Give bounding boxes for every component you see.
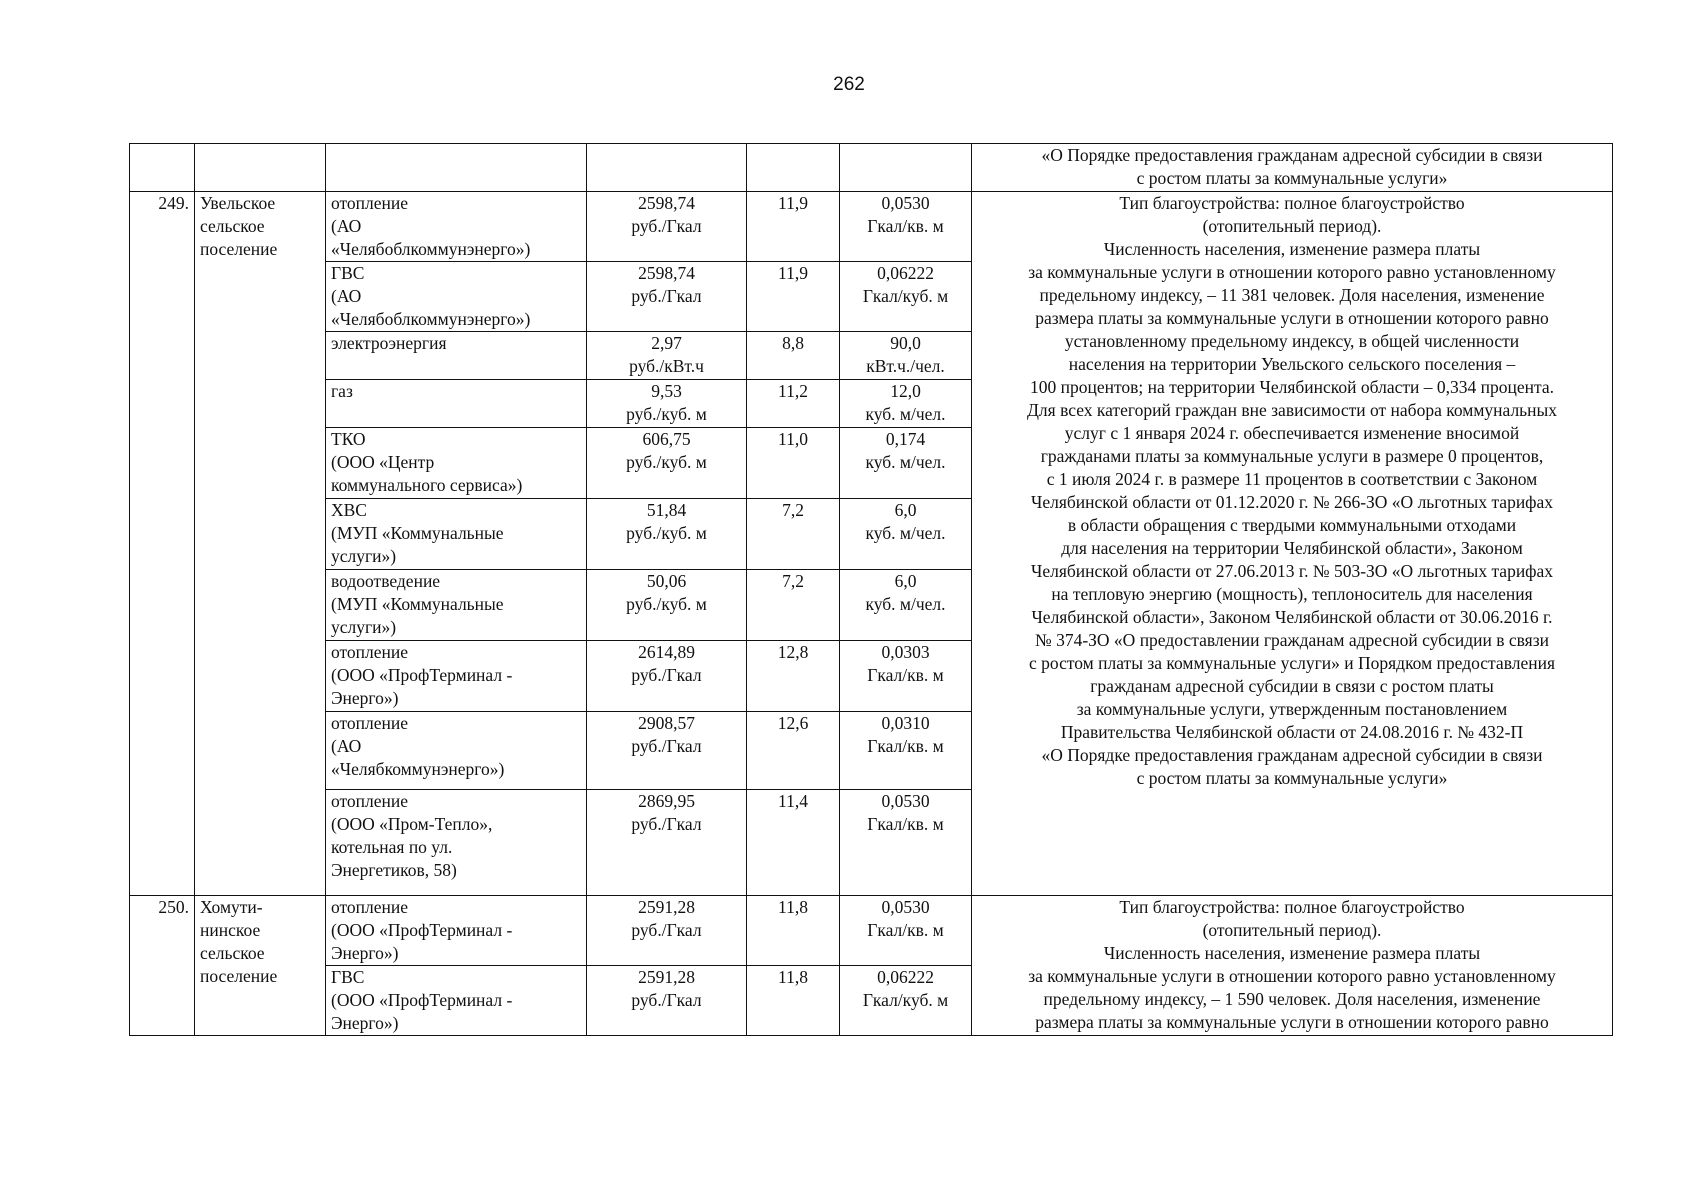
note-line: с ростом платы за коммунальные услуги» — [1136, 768, 1448, 788]
index-cell: 8,8 — [747, 332, 840, 380]
norm-line: 0,0530 — [881, 897, 930, 917]
note-line: гражданам адресной субсидии в связи с ростом платы — [1090, 676, 1494, 696]
norm-line: Гкал/кв. м — [867, 736, 944, 756]
settlement-line: поселение — [200, 966, 278, 986]
tariff-line: руб./куб. м — [626, 404, 707, 424]
service-name-line: отопление — [331, 642, 409, 662]
service-name — [326, 428, 587, 499]
note-line: Челябинской области от 01.12.2020 г. № 266-ЗО «О льготных тарифах — [1030, 492, 1554, 512]
note-line: 100 процентов; на территории Челябинской области – 0,334 процента. — [1029, 377, 1554, 397]
norm-cell — [840, 966, 972, 1036]
norm-cell — [840, 262, 972, 332]
tariff-table — [129, 143, 1613, 1036]
note-line: с 1 июля 2024 г. в размере 11 процентов в соответствии с Законом — [1046, 469, 1538, 489]
service-row — [130, 896, 1613, 966]
service-name-line: «Челябоблкоммунэнерго») — [331, 309, 531, 329]
norm-line: кВт.ч./чел. — [866, 356, 945, 376]
service-name-line: отопление — [331, 897, 409, 917]
note-line: (отопительный период). — [1202, 216, 1382, 236]
norm-line: Гкал/кв. м — [867, 920, 944, 940]
tariff-line: руб./Гкал — [631, 736, 702, 756]
notes-cell — [972, 192, 1613, 896]
cell-empty — [840, 144, 972, 192]
service-name-line: (ООО «ПрофТерминал - — [331, 665, 513, 685]
norm-line: 0,0310 — [881, 713, 930, 733]
norm-line: 12,0 — [890, 381, 921, 401]
note-line: № 374-ЗО «О предоставлении гражданам адресной субсидии в связи — [1035, 630, 1549, 650]
tariff-line: 2908,57 — [638, 713, 695, 733]
index-cell: 12,6 — [747, 712, 840, 790]
service-name — [326, 332, 587, 380]
tariff-cell — [587, 332, 747, 380]
index-cell: 11,4 — [747, 790, 840, 896]
service-name-line: Энерго») — [331, 1013, 399, 1033]
note-line: размера платы за коммунальные услуги в отношении которого равно — [1035, 308, 1549, 328]
tariff-line: руб./куб. м — [626, 523, 707, 543]
tariff-line: 2591,28 — [638, 897, 695, 917]
service-name — [326, 192, 587, 262]
norm-line: 6,0 — [894, 500, 917, 520]
service-name-line: отопление — [331, 791, 409, 811]
tariff-line: 51,84 — [646, 500, 687, 520]
settlement-line: Увельское — [200, 193, 276, 213]
note-line: Челябинской области от 27.06.2013 г. № 503-ЗО «О льготных тарифах — [1030, 561, 1554, 581]
norm-line: 0,0530 — [881, 791, 930, 811]
tariff-cell — [587, 641, 747, 712]
norm-line: 0,0530 — [881, 193, 930, 213]
tariff-line: 2598,74 — [638, 193, 695, 213]
settlement-line: сельское — [200, 943, 265, 963]
norm-line: куб. м/чел. — [865, 523, 946, 543]
index-cell: 7,2 — [747, 499, 840, 570]
cell-empty — [326, 144, 587, 192]
service-name — [326, 966, 587, 1036]
settlement-name — [195, 896, 326, 1036]
service-name — [326, 641, 587, 712]
tariff-line: руб./Гкал — [631, 665, 702, 685]
service-name-line: (АО — [331, 736, 362, 756]
service-name-line: (АО — [331, 286, 362, 306]
norm-line: Гкал/кв. м — [867, 665, 944, 685]
norm-line: 6,0 — [894, 571, 917, 591]
service-name-line: (ООО «ПрофТерминал - — [331, 990, 513, 1010]
note-line: для населения на территории Челябинской области», Законом — [1061, 538, 1523, 558]
note-line: Тип благоустройства: полное благоустройство — [1119, 193, 1465, 213]
settlement-line: поселение — [200, 239, 278, 259]
note-line: Тип благоустройства: полное благоустройство — [1119, 897, 1465, 917]
service-name — [326, 499, 587, 570]
tariff-cell — [587, 570, 747, 641]
settlement-line: нинское — [200, 920, 261, 940]
tariff-line: руб./Гкал — [631, 286, 702, 306]
norm-line: куб. м/чел. — [865, 594, 946, 614]
service-name-line: (ООО «ПрофТерминал - — [331, 920, 513, 940]
note-line: предельному индексу, – 11 381 человек. Доля населения, изменение — [1039, 285, 1545, 305]
norm-cell — [840, 332, 972, 380]
cell-empty — [130, 144, 195, 192]
note-line: «О Порядке предоставления гражданам адресной субсидии в связи — [1041, 745, 1543, 765]
service-name-line: (АО — [331, 216, 362, 236]
index-cell: 7,2 — [747, 570, 840, 641]
norm-cell — [840, 896, 972, 966]
note-line: гражданами платы за коммунальные услуги в размере 0 процентов, — [1040, 446, 1544, 466]
service-name — [326, 712, 587, 790]
norm-cell — [840, 570, 972, 641]
service-name-line: электроэнергия — [331, 333, 447, 353]
tariff-line: 9,53 — [651, 381, 682, 401]
service-name-line: Энерго») — [331, 943, 399, 963]
norm-line: Гкал/куб. м — [862, 990, 949, 1010]
note-line: «О Порядке предоставления гражданам адресной субсидии в связи — [1041, 145, 1543, 165]
tariff-cell — [587, 712, 747, 790]
index-cell: 11,8 — [747, 966, 840, 1036]
note-line: Челябинской области», Законом Челябинской области от 30.06.2016 г. — [1031, 607, 1553, 627]
norm-cell — [840, 380, 972, 428]
cell-empty — [747, 144, 840, 192]
tariff-line: 2,97 — [651, 333, 682, 353]
service-name-line: (ООО «Центр — [331, 452, 435, 472]
note-line: за коммунальные услуги в отношении которого равно установленному — [1028, 262, 1556, 282]
note-line: Для всех категорий граждан вне зависимости от набора коммунальных — [1026, 400, 1558, 420]
note-line: за коммунальные услуги, утвержденным постановлением — [1076, 699, 1508, 719]
service-row — [130, 192, 1613, 262]
tariff-cell — [587, 380, 747, 428]
norm-line: 0,06222 — [877, 263, 934, 283]
tariff-cell — [587, 192, 747, 262]
index-cell: 11,2 — [747, 380, 840, 428]
service-name — [326, 262, 587, 332]
note-line: размера платы за коммунальные услуги в отношении которого равно — [1035, 1012, 1549, 1032]
note-line: Правительства Челябинской области от 24.08.2016 г. № 432-П — [1060, 722, 1524, 742]
settlement-name — [195, 192, 326, 896]
note-line: установленному предельному индексу, в общей численности — [1064, 331, 1520, 351]
service-name-line: ГВС — [331, 263, 365, 283]
tariff-line: 2614,89 — [638, 642, 695, 662]
note-line: с ростом платы за коммунальные услуги» — [1136, 168, 1448, 188]
index-cell: 11,8 — [747, 896, 840, 966]
page-number: 262 — [833, 74, 865, 95]
service-name-line: (МУП «Коммунальные — [331, 523, 504, 543]
note-line: на тепловую энергию (мощность), теплоноситель для населения — [1051, 584, 1533, 604]
entry-number: 250. — [130, 896, 195, 1036]
norm-line: 0,174 — [885, 429, 926, 449]
note-line: предельному индексу, – 1 590 человек. Доля населения, изменение — [1043, 989, 1541, 1009]
table-body — [130, 144, 1613, 1036]
service-name-line: (ООО «Пром-Тепло», — [331, 814, 493, 834]
service-name — [326, 570, 587, 641]
note-line: в области обращения с твердыми коммунальными отходами — [1067, 515, 1517, 535]
norm-line: Гкал/кв. м — [867, 216, 944, 236]
index-cell: 11,9 — [747, 262, 840, 332]
service-name-line: котельная по ул. — [331, 837, 453, 857]
norm-line: куб. м/чел. — [865, 404, 946, 424]
service-name-line: Энерго») — [331, 688, 399, 708]
tariff-cell — [587, 896, 747, 966]
entry-number: 249. — [130, 192, 195, 896]
service-name-line: ХВС — [331, 500, 367, 520]
tariff-line: руб./Гкал — [631, 216, 702, 236]
norm-line: куб. м/чел. — [865, 452, 946, 472]
service-name-line: отопление — [331, 713, 409, 733]
norm-cell — [840, 499, 972, 570]
norm-cell — [840, 428, 972, 499]
tariff-line: руб./куб. м — [626, 594, 707, 614]
tariff-line: 50,06 — [646, 571, 687, 591]
settlement-line: сельское — [200, 216, 265, 236]
tariff-line: руб./Гкал — [631, 920, 702, 940]
tariff-cell — [587, 966, 747, 1036]
norm-line: 0,06222 — [877, 967, 934, 987]
note-line: услуг с 1 января 2024 г. обеспечивается изменение вносимой — [1064, 423, 1520, 443]
tariff-cell — [587, 428, 747, 499]
notes-cell — [972, 896, 1613, 1036]
service-name-line: отопление — [331, 193, 409, 213]
tariff-line: 606,75 — [642, 429, 691, 449]
note-line: (отопительный период). — [1202, 920, 1382, 940]
cell-empty — [587, 144, 747, 192]
index-cell: 11,0 — [747, 428, 840, 499]
continuation-row — [130, 144, 1613, 192]
norm-cell — [840, 641, 972, 712]
service-name-line: коммунального сервиса») — [331, 475, 523, 495]
tariff-line: 2591,28 — [638, 967, 695, 987]
note-line: за коммунальные услуги в отношении которого равно установленному — [1028, 966, 1556, 986]
service-name-line: ГВС — [331, 967, 365, 987]
norm-line: 90,0 — [890, 333, 921, 353]
service-name-line: ТКО — [331, 429, 366, 449]
note-line: населения на территории Увельского сельского поселения – — [1068, 354, 1516, 374]
tariff-line: руб./куб. м — [626, 452, 707, 472]
service-name-line: «Челябкоммунэнерго») — [331, 759, 505, 779]
service-name-line: «Челябоблкоммунэнерго») — [331, 239, 531, 259]
tariff-cell — [587, 262, 747, 332]
norm-line: 0,0303 — [881, 642, 930, 662]
norm-line: Гкал/кв. м — [867, 814, 944, 834]
note-line: с ростом платы за коммунальные услуги» и Порядком предоставления — [1029, 653, 1555, 673]
note-line: Численность населения, изменение размера платы — [1103, 943, 1481, 963]
norm-cell — [840, 712, 972, 790]
service-name-line: услуги») — [331, 546, 397, 566]
tariff-line: 2869,95 — [638, 791, 695, 811]
tariff-line: 2598,74 — [638, 263, 695, 283]
settlement-line: Хомути- — [200, 897, 263, 917]
tariff-cell — [587, 499, 747, 570]
index-cell: 11,9 — [747, 192, 840, 262]
tariff-line: руб./Гкал — [631, 990, 702, 1010]
service-name-line: (МУП «Коммунальные — [331, 594, 504, 614]
continued-note — [972, 144, 1613, 192]
service-name — [326, 790, 587, 896]
tariff-cell — [587, 790, 747, 896]
service-name — [326, 380, 587, 428]
service-name-line: газ — [331, 381, 353, 401]
cell-empty — [195, 144, 326, 192]
service-name — [326, 896, 587, 966]
norm-line: Гкал/куб. м — [862, 286, 949, 306]
service-name-line: водоотведение — [331, 571, 441, 591]
norm-cell — [840, 790, 972, 896]
tariff-line: руб./Гкал — [631, 814, 702, 834]
service-name-line: Энергетиков, 58) — [331, 860, 457, 880]
index-cell: 12,8 — [747, 641, 840, 712]
note-line: Численность населения, изменение размера платы — [1103, 239, 1481, 259]
tariff-line: руб./кВт.ч — [629, 356, 704, 376]
service-name-line: услуги») — [331, 617, 397, 637]
norm-cell — [840, 192, 972, 262]
